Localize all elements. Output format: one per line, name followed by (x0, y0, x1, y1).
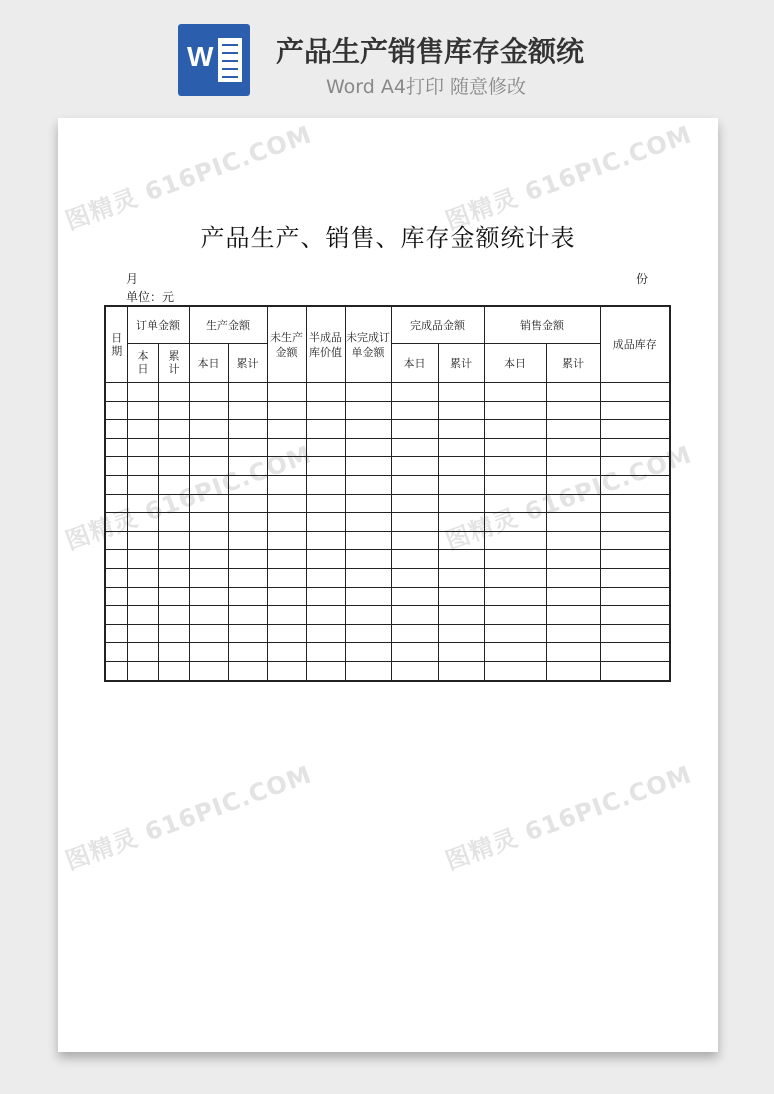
table-row (105, 401, 670, 420)
table-cell[interactable] (189, 513, 228, 532)
table-cell[interactable] (306, 420, 345, 439)
table-cell[interactable] (438, 568, 484, 587)
table-row (105, 606, 670, 625)
table-cell[interactable] (189, 624, 228, 643)
table-cell[interactable] (391, 513, 438, 532)
table-cell[interactable] (105, 550, 127, 569)
table-row (105, 661, 670, 680)
table-cell[interactable] (105, 513, 127, 532)
table-cell[interactable] (228, 457, 267, 476)
table-cell[interactable] (189, 475, 228, 494)
watermark: 图精灵 616PIC.COM (441, 440, 696, 556)
table-cell[interactable] (267, 624, 306, 643)
table-cell[interactable] (127, 513, 158, 532)
table-cell[interactable] (158, 661, 189, 680)
table-cell[interactable] (267, 438, 306, 457)
table-cell[interactable] (189, 438, 228, 457)
table-cell[interactable] (484, 643, 546, 662)
table-cell[interactable] (484, 438, 546, 457)
table-cell[interactable] (438, 531, 484, 550)
table-cell[interactable] (306, 624, 345, 643)
table-row (105, 568, 670, 587)
table-cell[interactable] (306, 383, 345, 402)
table-cell[interactable] (158, 457, 189, 476)
table-row (105, 383, 670, 402)
table-cell[interactable] (438, 383, 484, 402)
table-cell[interactable] (391, 475, 438, 494)
table-cell[interactable] (391, 457, 438, 476)
header-production-amount: 生产金额 (189, 306, 267, 344)
table-cell[interactable] (189, 457, 228, 476)
table-cell[interactable] (267, 475, 306, 494)
watermark: 图精灵 616PIC.COM (441, 760, 696, 876)
table-cell[interactable] (267, 457, 306, 476)
table-cell[interactable] (600, 531, 670, 550)
table-cell[interactable] (228, 475, 267, 494)
header-unproduced-amount: 未生产金额 (267, 306, 306, 383)
table-cell[interactable] (391, 438, 438, 457)
table-cell[interactable] (391, 401, 438, 420)
subheader-order-today: 本日 (127, 344, 158, 383)
table-cell[interactable] (345, 457, 391, 476)
table-row (105, 624, 670, 643)
table-cell[interactable] (267, 420, 306, 439)
table-cell[interactable] (306, 550, 345, 569)
table-cell[interactable] (546, 438, 600, 457)
table-cell[interactable] (228, 420, 267, 439)
table-cell[interactable] (158, 643, 189, 662)
table-cell[interactable] (345, 587, 391, 606)
table-row (105, 531, 670, 550)
table-cell[interactable] (438, 661, 484, 680)
table-cell[interactable] (105, 475, 127, 494)
table-cell[interactable] (438, 494, 484, 513)
table-cell[interactable] (127, 494, 158, 513)
header-date: 日期 (105, 306, 127, 383)
table-cell[interactable] (306, 475, 345, 494)
banner-title: 产品生产销售库存金额统 (276, 35, 585, 68)
table-cell[interactable] (267, 531, 306, 550)
table-cell[interactable] (438, 475, 484, 494)
table-cell[interactable] (127, 438, 158, 457)
table-cell[interactable] (158, 401, 189, 420)
table-cell[interactable] (546, 568, 600, 587)
watermark: 图精灵 616PIC.COM (441, 120, 696, 236)
table-cell[interactable] (391, 587, 438, 606)
table-cell[interactable] (228, 494, 267, 513)
table-cell[interactable] (546, 457, 600, 476)
table-cell[interactable] (105, 643, 127, 662)
table-cell[interactable] (228, 438, 267, 457)
table-cell[interactable] (391, 661, 438, 680)
table-cell[interactable] (267, 587, 306, 606)
table-cell[interactable] (546, 383, 600, 402)
table-cell[interactable] (127, 568, 158, 587)
table-cell[interactable] (600, 606, 670, 625)
table-cell[interactable] (600, 587, 670, 606)
watermark: 图精灵 616PIC.COM (61, 440, 316, 556)
table-cell[interactable] (267, 401, 306, 420)
table-cell[interactable] (546, 550, 600, 569)
table-cell[interactable] (228, 606, 267, 625)
table-cell[interactable] (345, 383, 391, 402)
table-cell[interactable] (158, 624, 189, 643)
table-cell[interactable] (484, 606, 546, 625)
table-cell[interactable] (127, 531, 158, 550)
subheader-production-cumulative: 累计 (228, 344, 267, 383)
table-cell[interactable] (391, 606, 438, 625)
table-cell[interactable] (158, 420, 189, 439)
table-cell[interactable] (228, 383, 267, 402)
table-cell[interactable] (105, 606, 127, 625)
table-cell[interactable] (306, 531, 345, 550)
table-cell[interactable] (484, 587, 546, 606)
table-row (105, 494, 670, 513)
subheader-production-today: 本日 (189, 344, 228, 383)
table-row (105, 438, 670, 457)
table-cell[interactable] (345, 420, 391, 439)
table-cell[interactable] (189, 401, 228, 420)
table-cell[interactable] (127, 643, 158, 662)
table-cell[interactable] (345, 494, 391, 513)
table-cell[interactable] (189, 643, 228, 662)
form-title: 产品生产、销售、库存金额统计表 (200, 224, 576, 252)
table-cell[interactable] (127, 661, 158, 680)
table-cell[interactable] (228, 643, 267, 662)
table-cell[interactable] (189, 550, 228, 569)
table-cell[interactable] (158, 494, 189, 513)
table-cell[interactable] (546, 624, 600, 643)
header-sales-amount: 销售金额 (484, 306, 600, 344)
table-header-row (105, 306, 670, 344)
table-cell[interactable] (189, 606, 228, 625)
table-cell[interactable] (484, 513, 546, 532)
fen-label: 份 (636, 272, 649, 286)
table-cell[interactable] (228, 401, 267, 420)
table-cell[interactable] (546, 401, 600, 420)
table-cell[interactable] (105, 420, 127, 439)
table-cell[interactable] (127, 401, 158, 420)
table-cell[interactable] (345, 531, 391, 550)
table-cell[interactable] (600, 457, 670, 476)
table-row (105, 475, 670, 494)
table-cell[interactable] (600, 550, 670, 569)
table-cell[interactable] (228, 587, 267, 606)
table-cell[interactable] (127, 550, 158, 569)
table-cell[interactable] (546, 513, 600, 532)
table-cell[interactable] (484, 531, 546, 550)
table-cell[interactable] (306, 401, 345, 420)
table-cell[interactable] (546, 531, 600, 550)
table-cell[interactable] (158, 550, 189, 569)
table-cell[interactable] (189, 568, 228, 587)
table-cell[interactable] (189, 661, 228, 680)
table-cell[interactable] (189, 587, 228, 606)
month-label: 月 (126, 272, 139, 286)
subheader-sales-today: 本日 (484, 344, 546, 383)
table-cell[interactable] (105, 457, 127, 476)
table-cell[interactable] (267, 494, 306, 513)
document-page (58, 118, 718, 1052)
table-cell[interactable] (267, 643, 306, 662)
table-cell[interactable] (345, 401, 391, 420)
table-cell[interactable] (391, 568, 438, 587)
table-cell[interactable] (158, 587, 189, 606)
table-cell[interactable] (600, 624, 670, 643)
table-cell[interactable] (228, 513, 267, 532)
table-cell[interactable] (306, 643, 345, 662)
table-cell[interactable] (600, 420, 670, 439)
table-row (105, 587, 670, 606)
table-cell[interactable] (600, 438, 670, 457)
header-order-amount: 订单金额 (127, 306, 189, 344)
table-cell[interactable] (267, 383, 306, 402)
table-cell[interactable] (105, 531, 127, 550)
table-cell[interactable] (546, 420, 600, 439)
table-cell[interactable] (345, 568, 391, 587)
table-cell[interactable] (438, 550, 484, 569)
table-cell[interactable] (438, 606, 484, 625)
table-cell[interactable] (546, 606, 600, 625)
table-cell[interactable] (391, 643, 438, 662)
table-cell[interactable] (345, 624, 391, 643)
table-cell[interactable] (267, 550, 306, 569)
table-cell[interactable] (306, 568, 345, 587)
table-cell[interactable] (345, 513, 391, 532)
table-cell[interactable] (105, 494, 127, 513)
subheader-order-cumulative: 累计 (158, 344, 189, 383)
table-cell[interactable] (127, 383, 158, 402)
banner-subtitle: Word A4打印 随意修改 (326, 76, 527, 98)
table-cell[interactable] (600, 475, 670, 494)
table-cell[interactable] (267, 661, 306, 680)
header-inventory: 成品库存 (600, 306, 670, 383)
table-cell[interactable] (267, 606, 306, 625)
unit-label: 单位：元 (126, 290, 175, 304)
table-cell[interactable] (546, 661, 600, 680)
table-row (105, 550, 670, 569)
table-cell[interactable] (267, 513, 306, 532)
table-cell[interactable] (391, 550, 438, 569)
table-cell[interactable] (484, 494, 546, 513)
table-cell[interactable] (267, 568, 306, 587)
table-cell[interactable] (484, 420, 546, 439)
table-cell[interactable] (158, 606, 189, 625)
table-cell[interactable] (345, 606, 391, 625)
table-cell[interactable] (438, 624, 484, 643)
watermark: 图精灵 616PIC.COM (61, 120, 316, 236)
table-cell[interactable] (158, 513, 189, 532)
table-cell[interactable] (484, 457, 546, 476)
table-cell[interactable] (127, 587, 158, 606)
table-cell[interactable] (127, 457, 158, 476)
table-cell[interactable] (306, 661, 345, 680)
table-cell[interactable] (127, 420, 158, 439)
table-cell[interactable] (546, 494, 600, 513)
statistics-table (104, 305, 671, 682)
table-cell[interactable] (158, 531, 189, 550)
table-cell[interactable] (306, 438, 345, 457)
table-cell[interactable] (189, 420, 228, 439)
table-cell[interactable] (391, 420, 438, 439)
table-cell[interactable] (600, 383, 670, 402)
table-cell[interactable] (600, 513, 670, 532)
table-cell[interactable] (438, 457, 484, 476)
word-document-icon (178, 24, 250, 96)
table-cell[interactable] (306, 606, 345, 625)
table-cell[interactable] (158, 438, 189, 457)
word-icon-lines (218, 38, 242, 82)
table-cell[interactable] (600, 643, 670, 662)
table-cell[interactable] (189, 531, 228, 550)
table-row (105, 513, 670, 532)
table-cell[interactable] (158, 568, 189, 587)
table-cell[interactable] (228, 550, 267, 569)
table-cell[interactable] (105, 401, 127, 420)
table-cell[interactable] (600, 401, 670, 420)
subheader-finished-today: 本日 (391, 344, 438, 383)
table-cell[interactable] (105, 587, 127, 606)
table-cell[interactable] (345, 550, 391, 569)
table-cell[interactable] (484, 401, 546, 420)
table-cell[interactable] (306, 513, 345, 532)
table-cell[interactable] (189, 494, 228, 513)
table-cell[interactable] (345, 475, 391, 494)
table-cell[interactable] (546, 643, 600, 662)
table-row (105, 457, 670, 476)
header-unfinished-order-amount: 未完成订单金额 (345, 306, 391, 383)
table-cell[interactable] (105, 383, 127, 402)
table-row (105, 643, 670, 662)
table-cell[interactable] (484, 568, 546, 587)
table-cell[interactable] (189, 383, 228, 402)
table-cell[interactable] (345, 438, 391, 457)
table-cell[interactable] (600, 661, 670, 680)
table-cell[interactable] (391, 531, 438, 550)
table-cell[interactable] (438, 401, 484, 420)
table-cell[interactable] (438, 587, 484, 606)
table-cell[interactable] (391, 494, 438, 513)
subheader-sales-cumulative: 累计 (546, 344, 600, 383)
watermark: 图精灵 616PIC.COM (61, 760, 316, 876)
table-cell[interactable] (484, 475, 546, 494)
table-cell[interactable] (484, 661, 546, 680)
table-cell[interactable] (546, 475, 600, 494)
table-cell[interactable] (484, 383, 546, 402)
table-cell[interactable] (228, 568, 267, 587)
header-finished-amount: 完成品金额 (391, 306, 484, 344)
table-cell[interactable] (105, 438, 127, 457)
table-cell[interactable] (391, 383, 438, 402)
table-cell[interactable] (127, 475, 158, 494)
table-cell[interactable] (345, 661, 391, 680)
table-cell[interactable] (391, 624, 438, 643)
table-cell[interactable] (484, 624, 546, 643)
table-cell[interactable] (438, 513, 484, 532)
table-cell[interactable] (546, 587, 600, 606)
table-cell[interactable] (228, 531, 267, 550)
table-cell[interactable] (158, 475, 189, 494)
table-cell[interactable] (105, 624, 127, 643)
table-cell[interactable] (600, 494, 670, 513)
table-cell[interactable] (158, 383, 189, 402)
table-cell[interactable] (345, 643, 391, 662)
table-cell[interactable] (228, 661, 267, 680)
table-cell[interactable] (228, 624, 267, 643)
table-cell[interactable] (484, 550, 546, 569)
word-icon-letter: W (187, 41, 214, 72)
table-cell[interactable] (438, 438, 484, 457)
table-cell[interactable] (306, 457, 345, 476)
header-semi-finished-value: 半成品库价值 (306, 306, 345, 383)
table-cell[interactable] (105, 568, 127, 587)
table-cell[interactable] (438, 420, 484, 439)
subheader-finished-cumulative: 累计 (438, 344, 484, 383)
table-cell[interactable] (438, 643, 484, 662)
table-cell[interactable] (105, 661, 127, 680)
table-cell[interactable] (127, 606, 158, 625)
table-cell[interactable] (127, 624, 158, 643)
table-cell[interactable] (600, 568, 670, 587)
document-banner (0, 0, 774, 110)
table-cell[interactable] (306, 587, 345, 606)
table-row (105, 420, 670, 439)
table-cell[interactable] (306, 494, 345, 513)
